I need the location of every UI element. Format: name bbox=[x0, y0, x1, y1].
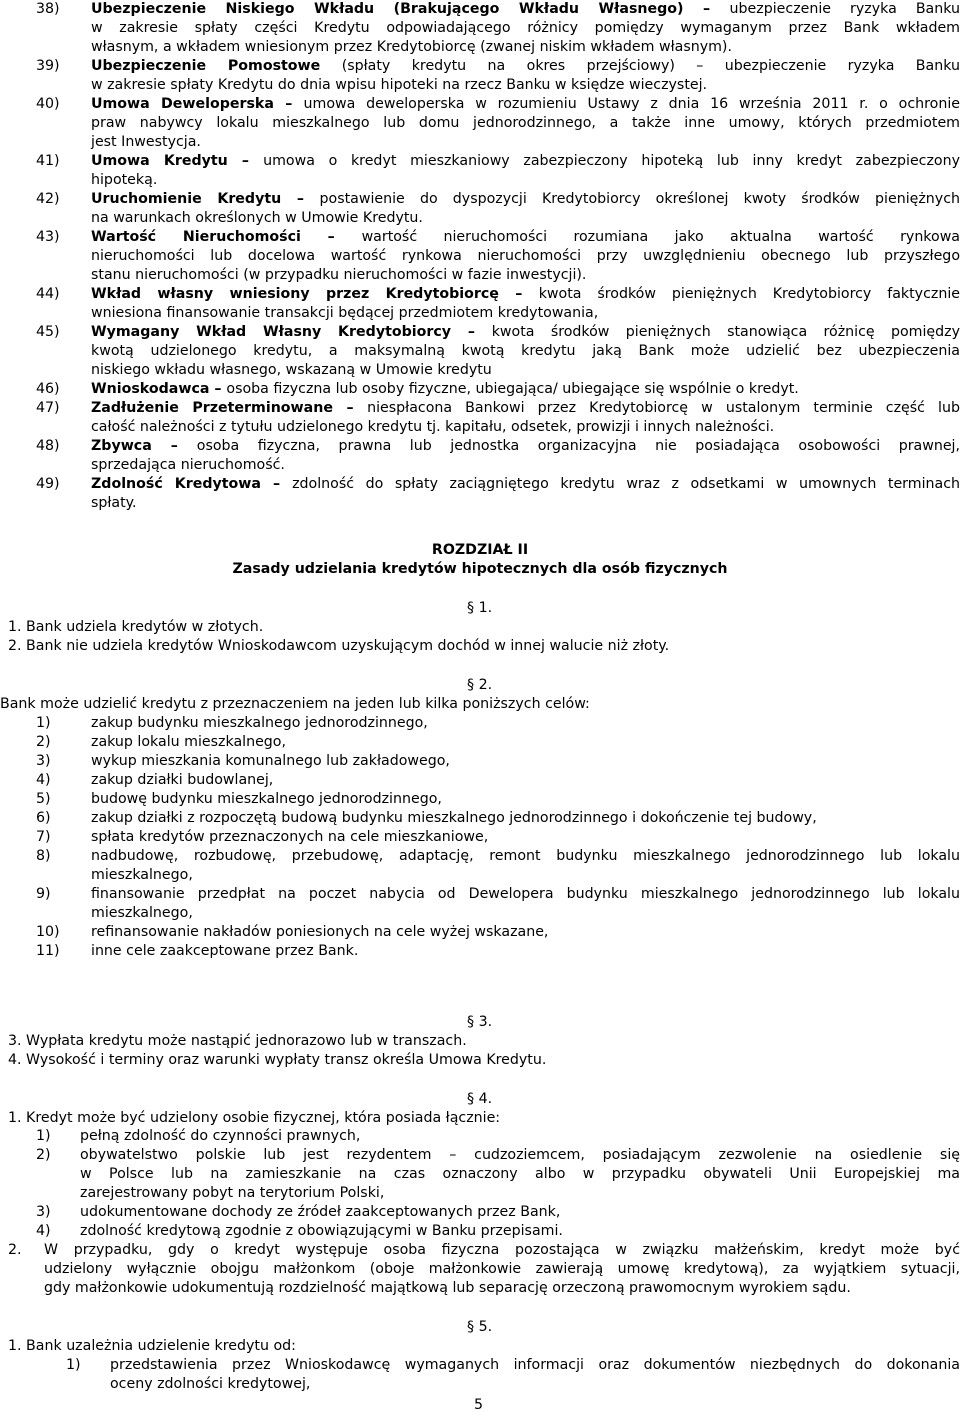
definition-line: w zakresie spłaty części Kredytu odpowiadającego różnicy pomiędzy wymaganym przez Bank wkładem bbox=[91, 20, 960, 36]
section-1-heading: § 1. bbox=[467, 600, 493, 616]
section-3-heading: § 3. bbox=[467, 1014, 493, 1030]
goal-item-text: inne cele zaakceptowane przez Bank. bbox=[91, 943, 359, 959]
definition-term: Umowa Deweloperska bbox=[91, 96, 274, 112]
condition-item-text: oceny zdolności kredytowej, bbox=[110, 1376, 311, 1392]
definition-term: Wymagany Wkład Własny Kredytobiorcy bbox=[91, 324, 452, 340]
definition-text: niespłacona Bankowi przez Kredytobiorcę w ustalonym terminie część lub bbox=[367, 400, 960, 416]
goal-item-number: 2) bbox=[36, 734, 51, 750]
definition-line: własnym, a wkładem wniesionym przez Kredytobiorcę (zwanej niskim wkładem własnym). bbox=[91, 39, 732, 55]
definition-dash: – bbox=[498, 286, 539, 302]
definition-number: 45) bbox=[36, 324, 60, 340]
goal-item-text: zakup działki z rozpoczętą budową budynku mieszkalnego jednorodzinnego i dokończenie tej budowy, bbox=[91, 810, 817, 826]
definition-term: Wkład własny wniesiony przez Kredytobiorcę bbox=[91, 286, 499, 302]
definition-number: 39) bbox=[36, 58, 60, 74]
definition-text: osoba fizyczna, prawna lub jednostka organizacyjna nie posiadająca osobowości prawnej, bbox=[196, 438, 960, 454]
definition-text: zdolność do spłaty zaciągniętego kredytu wraz z odsetkami w umownych terminach bbox=[292, 476, 960, 492]
definition-term: Ubezpieczenie Niskiego Wkładu (Brakującego Wkładu Własnego) bbox=[91, 1, 684, 17]
requirement-item-text: udokumentowane dochody ze źródeł zaakceptowanych przez Bank, bbox=[80, 1204, 561, 1220]
definition-line: niskiego wkładu własnego, wskazaną w Umowie kredytu bbox=[91, 362, 492, 378]
definition-text: kwota środków pieniężnych stanowiąca różnicę pomiędzy bbox=[491, 324, 960, 340]
definition-line bbox=[91, 57, 960, 76]
definition-line bbox=[91, 0, 960, 19]
goal-item-number: 5) bbox=[36, 791, 51, 807]
definition-text: (spłaty kredytu na okres przejściowy) – ubezpieczenie ryzyka Banku bbox=[320, 58, 960, 74]
definition-dash: – bbox=[227, 153, 264, 169]
requirement-item-text: w Polsce lub na zamieszkanie na czas oznaczony albo w przypadku obywateli Unii Europejskiej ma bbox=[80, 1166, 960, 1182]
definition-number: 46) bbox=[36, 381, 60, 397]
definition-line: całość należności z tytułu udzielonego kredytu tj. kapitału, odsetek, prowizji i innych należności. bbox=[91, 419, 775, 435]
definition-dash: – bbox=[261, 476, 293, 492]
definition-number: 41) bbox=[36, 153, 60, 169]
definition-number: 40) bbox=[36, 96, 60, 112]
requirement-item-number: 3) bbox=[36, 1204, 51, 1220]
goal-item-text: refinansowanie nakładów poniesionych na cele wyżej wskazane, bbox=[91, 924, 549, 940]
section-1-item: 1. Bank udziela kredytów w złotych. bbox=[8, 619, 264, 635]
definition-text: umowa deweloperska w rozumieniu Ustawy z dnia 16 września 2011 r. o ochronie bbox=[303, 96, 960, 112]
definition-number: 47) bbox=[36, 400, 60, 416]
definition-line: sprzedająca nieruchomość. bbox=[91, 457, 285, 473]
definition-line bbox=[91, 190, 960, 209]
section-4-heading: § 4. bbox=[467, 1091, 493, 1107]
goal-item-text: budowę budynku mieszkalnego jednorodzinnego, bbox=[91, 791, 442, 807]
definition-text: ubezpieczenie ryzyka Banku bbox=[729, 1, 960, 17]
goal-item-number: 1) bbox=[36, 715, 51, 731]
requirement-item-number: 4) bbox=[36, 1223, 51, 1239]
page-number: 5 bbox=[474, 1397, 484, 1413]
requirement-item-text: zdolność kredytową zgodnie z obowiązującymi w Banku przepisami. bbox=[80, 1223, 563, 1239]
goal-item-text: zakup budynku mieszkalnego jednorodzinnego, bbox=[91, 715, 428, 731]
definition-text: umowa o kredyt mieszkaniowy zabezpieczony hipoteką lub inny kredyt zabezpieczony bbox=[263, 153, 960, 169]
definition-line bbox=[91, 437, 960, 456]
goal-item-text: zakup działki budowlanej, bbox=[91, 772, 274, 788]
goal-item-text: finansowanie przedpłat na poczet nabycia od Dewelopera budynku mieszkalnego jednorodzinnego lub lokalu bbox=[91, 886, 960, 902]
goal-item-text: zakup lokalu mieszkalnego, bbox=[91, 734, 287, 750]
definition-line: praw nabywcy lokalu mieszkalnego lub domu jednorodzinnego, a także inne umowy, których przedmiotem bbox=[91, 115, 960, 131]
definition-line: na warunkach określonych w Umowie Kredytu. bbox=[91, 210, 423, 226]
goal-item-number: 10) bbox=[36, 924, 60, 940]
goal-item-number: 3) bbox=[36, 753, 51, 769]
section-4-paragraph-2-line: W przypadku, gdy o kredyt występuje osoba fizyczna pozostająca w związku małżeńskim, kredyt może być bbox=[44, 1242, 960, 1258]
definition-term: Ubezpieczenie Pomostowe bbox=[91, 58, 321, 74]
definition-line: stanu nieruchomości (w przypadku nieruchomości w fazie inwestycji). bbox=[91, 267, 587, 283]
condition-item-number: 1) bbox=[66, 1357, 81, 1373]
goal-item-text: nadbudowę, rozbudowę, przebudowę, adaptację, remont budynku mieszkalnego jednorodzinnego lub lokalu bbox=[91, 848, 960, 864]
section-1-item: 2. Bank nie udziela kredytów Wnioskodawcom uzyskującym dochód w innej walucie niż złoty. bbox=[8, 638, 670, 654]
definition-dash: – bbox=[300, 229, 362, 245]
requirement-item-number: 1) bbox=[36, 1128, 51, 1144]
chapter-subtitle: Zasady udzielania kredytów hipotecznych dla osób fizycznych bbox=[232, 561, 728, 577]
requirement-item-text: pełną zdolność do czynności prawnych, bbox=[80, 1128, 361, 1144]
goal-item-text: mieszkalnego, bbox=[91, 905, 193, 921]
section-5-heading: § 5. bbox=[467, 1319, 493, 1335]
definition-dash: – bbox=[451, 324, 492, 340]
definition-text: kwota środków pieniężnych Kredytobiorcy faktycznie bbox=[538, 286, 960, 302]
section-2-heading: § 2. bbox=[467, 677, 493, 693]
definition-dash: – bbox=[209, 381, 227, 397]
definition-number: 38) bbox=[36, 1, 60, 17]
goal-item-text: wykup mieszkania komunalnego lub zakładowego, bbox=[91, 753, 450, 769]
definition-text: wartość nieruchomości rozumiana jako aktualna wartość rynkowa bbox=[361, 229, 960, 245]
definition-number: 44) bbox=[36, 286, 60, 302]
definition-line: jest Inwestycja. bbox=[91, 134, 201, 150]
section-3-item: 3. Wypłata kredytu może nastąpić jednorazowo lub w transzach. bbox=[8, 1033, 467, 1049]
definition-line bbox=[91, 95, 960, 114]
definition-text: osoba fizyczna lub osoby fizyczne, ubiegająca/ ubiegające się wspólnie o kredyt. bbox=[226, 381, 799, 397]
goal-item-number: 6) bbox=[36, 810, 51, 826]
definition-number: 42) bbox=[36, 191, 60, 207]
definition-number: 48) bbox=[36, 438, 60, 454]
definition-term: Umowa Kredytu bbox=[91, 153, 228, 169]
definition-dash: – bbox=[281, 191, 320, 207]
goal-item-number: 8) bbox=[36, 848, 51, 864]
section-3-item: 4. Wysokość i terminy oraz warunki wypłaty transz określa Umowa Kredytu. bbox=[8, 1052, 547, 1068]
definition-line: nieruchomości lub docelowa wartość rynkowa nieruchomości przy uwzględnieniu obecnego lub przyszłego bbox=[91, 248, 960, 264]
definition-line: w zakresie spłaty Kredytu do dnia wpisu hipoteki na rzecz Banku w księdze wieczystej. bbox=[91, 77, 708, 93]
definition-number: 49) bbox=[36, 476, 60, 492]
definition-term: Zadłużenie Przeterminowane bbox=[91, 400, 333, 416]
section-4-paragraph-2-number: 2. bbox=[8, 1242, 22, 1258]
goal-item-text: spłata kredytów przeznaczonych na cele mieszkaniowe, bbox=[91, 829, 489, 845]
definition-term: Wartość Nieruchomości bbox=[91, 229, 301, 245]
goal-item-number: 7) bbox=[36, 829, 51, 845]
definition-line bbox=[91, 399, 960, 418]
goal-item-number: 4) bbox=[36, 772, 51, 788]
definition-term: Zbywca bbox=[91, 438, 152, 454]
definition-dash: – bbox=[683, 1, 730, 17]
definition-line bbox=[91, 380, 799, 399]
definition-dash: – bbox=[273, 96, 304, 112]
definition-line bbox=[91, 228, 960, 247]
requirement-item-text: zarejestrowany pobyt na terytorium Polski, bbox=[80, 1185, 385, 1201]
definition-term: Uruchomienie Kredytu bbox=[91, 191, 282, 207]
section-2-intro: Bank może udzielić kredytu z przeznaczeniem na jeden lub kilka poniższych celów: bbox=[0, 696, 590, 712]
definition-line bbox=[91, 323, 960, 342]
requirement-item-text: obywatelstwo polskie lub jest rezydentem – cudzoziemcem, posiadającym zezwolenie na osiedlenie się bbox=[80, 1147, 960, 1163]
section-5-paragraph-1: 1. Bank uzależnia udzielenie kredytu od: bbox=[8, 1338, 296, 1354]
goal-item-text: mieszkalnego, bbox=[91, 867, 193, 883]
goal-item-number: 11) bbox=[36, 943, 60, 959]
section-4-paragraph-2-line: gdy małżonkowie udokumentują rozdzielność majątkową lub separację orzeczoną prawomocnym wyrokiem sądu. bbox=[44, 1280, 851, 1296]
section-4-paragraph-2-line: udzielony wyłącznie obojgu małżonkom (oboje małżonkowie zawierają umowę kredytową), za wyjątkiem sytuacji, bbox=[44, 1261, 960, 1277]
definition-line: wniesiona finansowanie transakcji będącej przedmiotem kredytowania, bbox=[91, 305, 599, 321]
definition-line bbox=[91, 475, 960, 494]
goal-item-number: 9) bbox=[36, 886, 51, 902]
definition-term: Wnioskodawca bbox=[91, 381, 210, 397]
definition-dash: – bbox=[151, 438, 197, 454]
condition-item-text: przedstawienia przez Wnioskodawcę wymaganych informacji oraz dokumentów niezbędnych do dokonania bbox=[110, 1357, 960, 1373]
definition-line bbox=[91, 285, 960, 304]
section-4-paragraph-1: 1. Kredyt może być udzielony osobie fizycznej, która posiada łącznie: bbox=[8, 1110, 501, 1126]
chapter-title: ROZDZIAŁ II bbox=[431, 542, 529, 558]
requirement-item-number: 2) bbox=[36, 1147, 51, 1163]
definition-line: hipoteką. bbox=[91, 172, 158, 188]
definition-term: Zdolność Kredytowa bbox=[91, 476, 261, 492]
definition-text: postawienie do dyspozycji Kredytobiorcy określonej kwoty środków pieniężnych bbox=[319, 191, 960, 207]
definition-dash: – bbox=[332, 400, 368, 416]
definition-line bbox=[91, 152, 960, 171]
definition-number: 43) bbox=[36, 229, 60, 245]
definition-line: kwotą udzielonego kredytu, a maksymalną kwotą kredytu jaką Bank może udzielić bez ubezpieczenia bbox=[91, 343, 960, 359]
definition-line: spłaty. bbox=[91, 495, 137, 511]
